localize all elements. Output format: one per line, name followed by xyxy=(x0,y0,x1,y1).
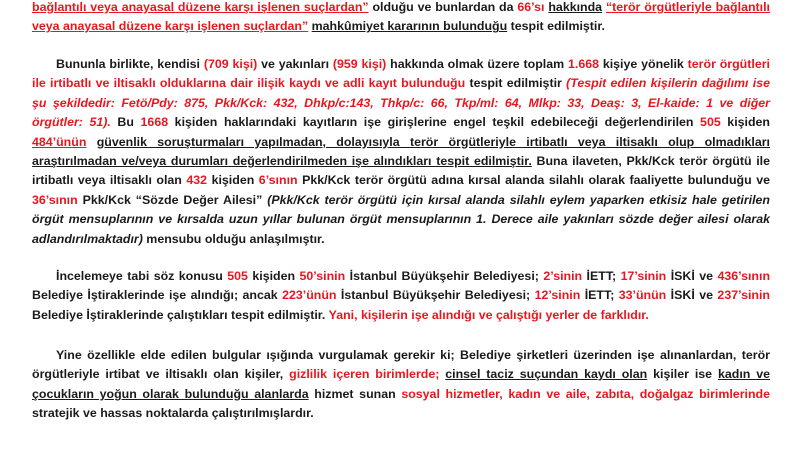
text-run: sosyal hizmetler, kadın ve aile, zabıta, doğalgaz birimlerinde xyxy=(401,386,770,401)
text-run: 17’sinin xyxy=(620,269,667,283)
text-run: Pkk/Kck “Sözde Değer Ailesi” xyxy=(77,192,268,207)
text-run: Buna ilaveten, Pkk/Kck terör örgütü ile irtibatlı veya iltisaklı olan xyxy=(32,154,770,188)
text-run: 6’sının xyxy=(258,173,298,188)
text-run: kişiler ise xyxy=(647,367,718,382)
text-run: Bununla birlikte, kendisi xyxy=(56,57,204,71)
text-run: cinsel taciz suçundan kaydı olan xyxy=(445,367,648,382)
text-run: 432 xyxy=(186,173,208,188)
paragraph-4-text xyxy=(32,348,770,420)
text-run: kişiden xyxy=(720,115,771,130)
text-run: ve yakınları xyxy=(257,57,333,71)
text-run xyxy=(86,135,96,149)
text-run: 1.668 xyxy=(567,57,599,71)
text-run: İETT; xyxy=(582,269,621,283)
text-run: hakkında olmak üzere toplam xyxy=(386,57,568,71)
text-run: 505 xyxy=(227,269,248,283)
text-run: İstanbul Büyükşehir Belediyesi; xyxy=(345,269,544,283)
text-run: mensubu olduğu anlaşılmıştır. xyxy=(142,231,325,246)
text-run: 223’ünün xyxy=(282,288,337,303)
text-run: (Tespit edilen kişilerin dağılımı ise şu şekildedir: Fetö/Pdy: 875, Pkk/Kck: 432, Dhkp/c:143, Thkp/c: 66, Tkp/ml: 64, Mlkp: 33, Deaş: 3, El-kaide: 1 ve diğer örgütler: 51). xyxy=(32,76,770,130)
text-run: (709 kişi) xyxy=(203,57,258,71)
text-run: 66’sı xyxy=(517,0,545,14)
text-run: kişiden xyxy=(247,269,300,283)
text-run: Bu xyxy=(110,115,141,130)
text-run: bağlantılı veya anayasal düzene karşı işlenen suçlardan” xyxy=(32,0,369,14)
text-run: 1668 xyxy=(140,115,169,130)
text-run: 505 xyxy=(700,115,721,130)
paragraph-4 xyxy=(32,346,770,424)
paragraph-2-text xyxy=(32,57,770,246)
text-run: İncelemeye tabi söz konusu xyxy=(56,269,228,283)
text-run: 36’sının xyxy=(32,192,78,207)
text-run: İSKİ ve xyxy=(666,269,718,283)
text-run: İETT; xyxy=(580,288,619,303)
text-run: 12’sinin xyxy=(534,288,581,303)
text-run: Belediye İştiraklerinde çalıştıkları tespit edilmiştir. xyxy=(32,307,329,322)
text-run: Belediye İştiraklerinde işe alındığı; ancak xyxy=(32,288,283,303)
text-run: tespit edilmiştir xyxy=(465,76,567,91)
paragraph-3-text xyxy=(32,269,770,322)
text-run: kadın ve çocukların yoğun olarak bulunduğu alanlarda xyxy=(32,367,771,401)
text-run: 2’sinin xyxy=(543,269,583,283)
text-run: 50’sinin xyxy=(299,269,346,283)
text-run: 33’ünün xyxy=(618,288,667,303)
text-run: Yani, kişilerin işe alındığı ve çalıştığı yerler de farklıdır. xyxy=(328,307,649,322)
text-run: stratejik ve hassas noktalarda çalıştırılmışlardır. xyxy=(32,406,314,421)
text-run: 484’ünün xyxy=(32,134,87,149)
text-run: “terör örgütleriyle bağlantılı veya anayasal düzene karşı işlenen suçlardan” xyxy=(32,0,770,34)
paragraph-3 xyxy=(32,267,770,325)
text-run: terör örgütleri ile irtibatlı ve iltisaklı olduklarına dair ilişik kaydı ve adli kayıt bulunduğu xyxy=(32,57,770,91)
text-run: gizlilik içeren birimlerde; xyxy=(289,367,440,382)
text-run: mahkûmiyet kararının bulunduğu xyxy=(311,19,508,34)
text-run: kişiden haklarındaki kayıtların işe girişlerine engel teşkil edebileceği değerlendirilen xyxy=(168,115,701,130)
text-run: 237’sinin xyxy=(717,288,770,303)
text-run: Pkk/Kck terör örgütü adına kırsal alanda silahlı olarak faaliyette bulunduğu ve xyxy=(297,173,770,188)
text-run: 436’sının xyxy=(717,269,771,283)
text-run: İstanbul Büyükşehir Belediyesi; xyxy=(336,288,535,303)
text-run: (Pkk/Kck terör örgütü için kırsal alanda silahlı eylem yaparken etkisiz hale getirilen örgüt mensuplarının ve kırsalda uzun yıllar bulunan örgüt mensuplarının 1. Derece aile yakınları sözde değer ailesi olarak adlandırılmaktadır) xyxy=(32,192,770,246)
paragraph-1 xyxy=(32,0,770,37)
text-run: olduğu ve bunlardan da xyxy=(368,0,518,14)
text-run: hakkında xyxy=(548,0,603,14)
text-run: hizmet sunan xyxy=(308,386,402,401)
text-run: İSKİ ve xyxy=(666,288,718,303)
text-run: kişiye yönelik xyxy=(599,57,688,71)
text-run: tespit edilmiştir. xyxy=(507,19,605,34)
text-run: kişiden xyxy=(207,173,259,188)
paragraph-1-text xyxy=(32,0,770,33)
paragraph-2 xyxy=(32,55,770,249)
text-run: güvenlik soruşturmaları yapılmadan, dolayısıyla terör örgütleriyle irtibatlı veya iltisaklı olup olmadıkları araştırılmadan ve/veya durumları değerlendirilmeden işe alındıkları tespit edilmiştir. xyxy=(32,134,770,169)
text-run: (959 kişi) xyxy=(332,57,387,71)
text-run: Yine özellikle elde edilen bulgular ışığında vurgulamak gerekir ki; Belediye şirketleri üzerinden işe alınanlardan, terör örgütleriyle irtibat ve iltisaklı olan kişiler, xyxy=(32,348,770,382)
